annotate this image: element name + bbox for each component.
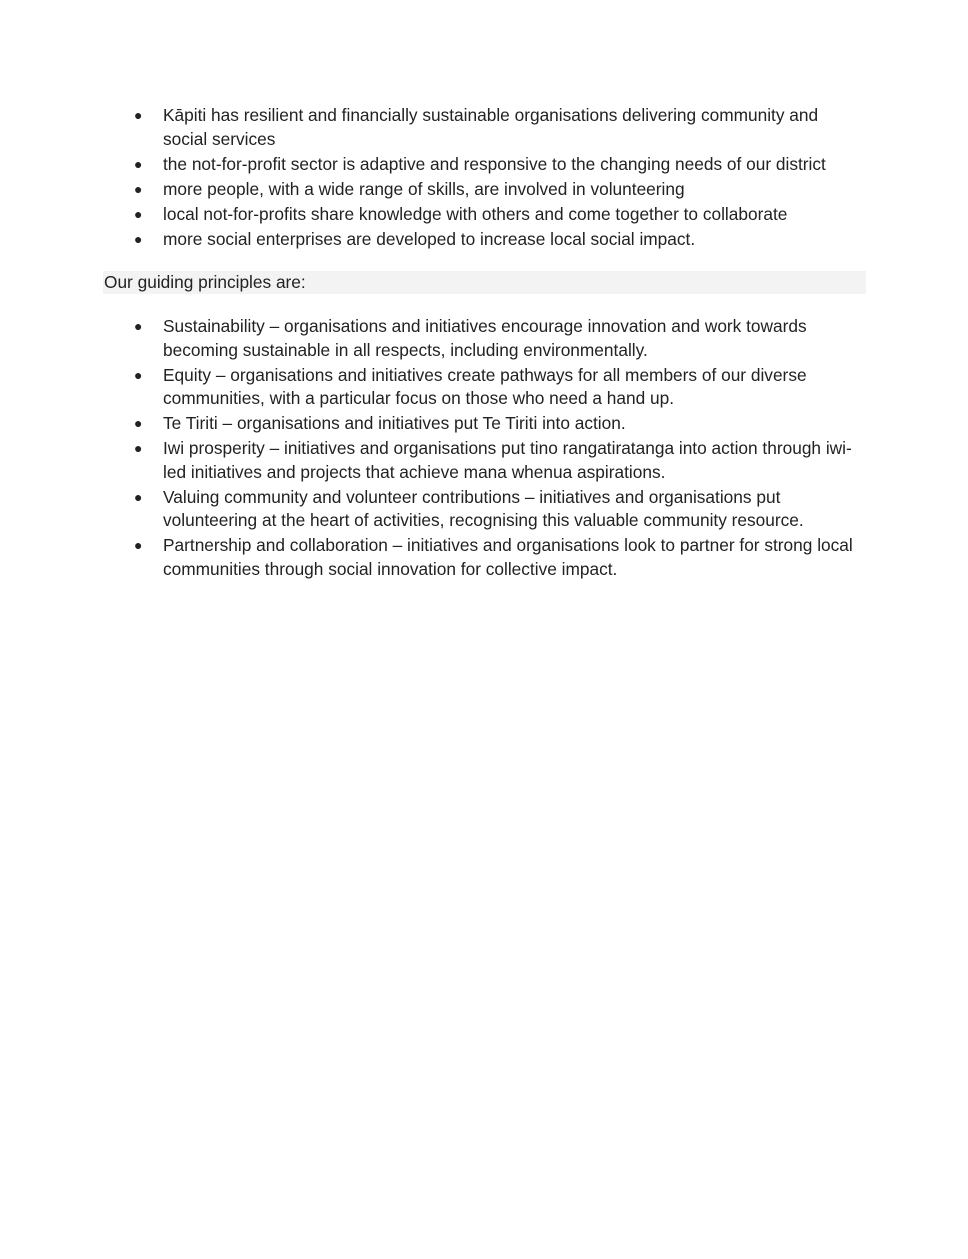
bullet-icon: ● <box>134 318 143 334</box>
list-item <box>134 437 854 484</box>
bullet-icon: ● <box>134 205 143 222</box>
list-item-text: more social enterprises are developed to increase local social impact. <box>163 228 696 249</box>
list-item-text: Kāpiti has resilient and financially sustainable organisations delivering community and social services <box>163 105 819 149</box>
bullet-icon: ● <box>134 440 143 457</box>
principles-heading: Our guiding principles are: <box>103 271 866 294</box>
list-item <box>134 315 854 362</box>
bullet-icon: ● <box>134 366 143 383</box>
bullet-icon: ● <box>134 180 143 197</box>
list-item <box>134 486 854 533</box>
list-item <box>134 364 854 411</box>
bullet-icon: ● <box>134 537 143 554</box>
list-item-text: more people, with a wide range of skills, are involved in volunteering <box>163 178 685 199</box>
list-item <box>134 203 854 227</box>
list-item-text: Partnership and collaboration – initiatives and organisations look to partner for strong local communities through social innovation for collective impact. <box>163 535 853 579</box>
bullet-icon: ● <box>134 415 143 432</box>
list-item <box>134 412 854 436</box>
outcomes-list <box>134 104 854 253</box>
list-item <box>134 104 854 151</box>
list-item <box>134 228 854 252</box>
list-item-text: local not-for-profits share knowledge with others and come together to collaborate <box>163 203 788 224</box>
list-item <box>134 534 854 581</box>
list-item-text: Te Tiriti – organisations and initiatives put Te Tiriti into action. <box>163 413 626 434</box>
bullet-icon: ● <box>134 488 143 505</box>
list-item <box>134 153 854 177</box>
list-item-text: the not-for-profit sector is adaptive and responsive to the changing needs of our district <box>163 153 826 174</box>
bullet-icon: ● <box>134 107 143 123</box>
principles-list <box>134 315 854 583</box>
bullet-icon: ● <box>134 155 143 172</box>
list-item-text: Equity – organisations and initiatives create pathways for all members of our diverse communities, with a particular focus on those who need a hand up. <box>163 364 807 409</box>
list-item-text: Iwi prosperity – initiatives and organisations put tino rangatiratanga into action through iwi-led initiatives and projects that achieve mana whenua aspirations. <box>163 438 852 482</box>
list-item-text: Valuing community and volunteer contributions – initiatives and organisations put volunteering at the heart of activities, recognising this valuable community resource. <box>163 486 804 531</box>
list-item <box>134 178 854 202</box>
bullet-icon: ● <box>134 230 143 247</box>
list-item-text: Sustainability – organisations and initiatives encourage innovation and work towards becoming sustainable in all respects, including environmentally. <box>163 316 807 360</box>
